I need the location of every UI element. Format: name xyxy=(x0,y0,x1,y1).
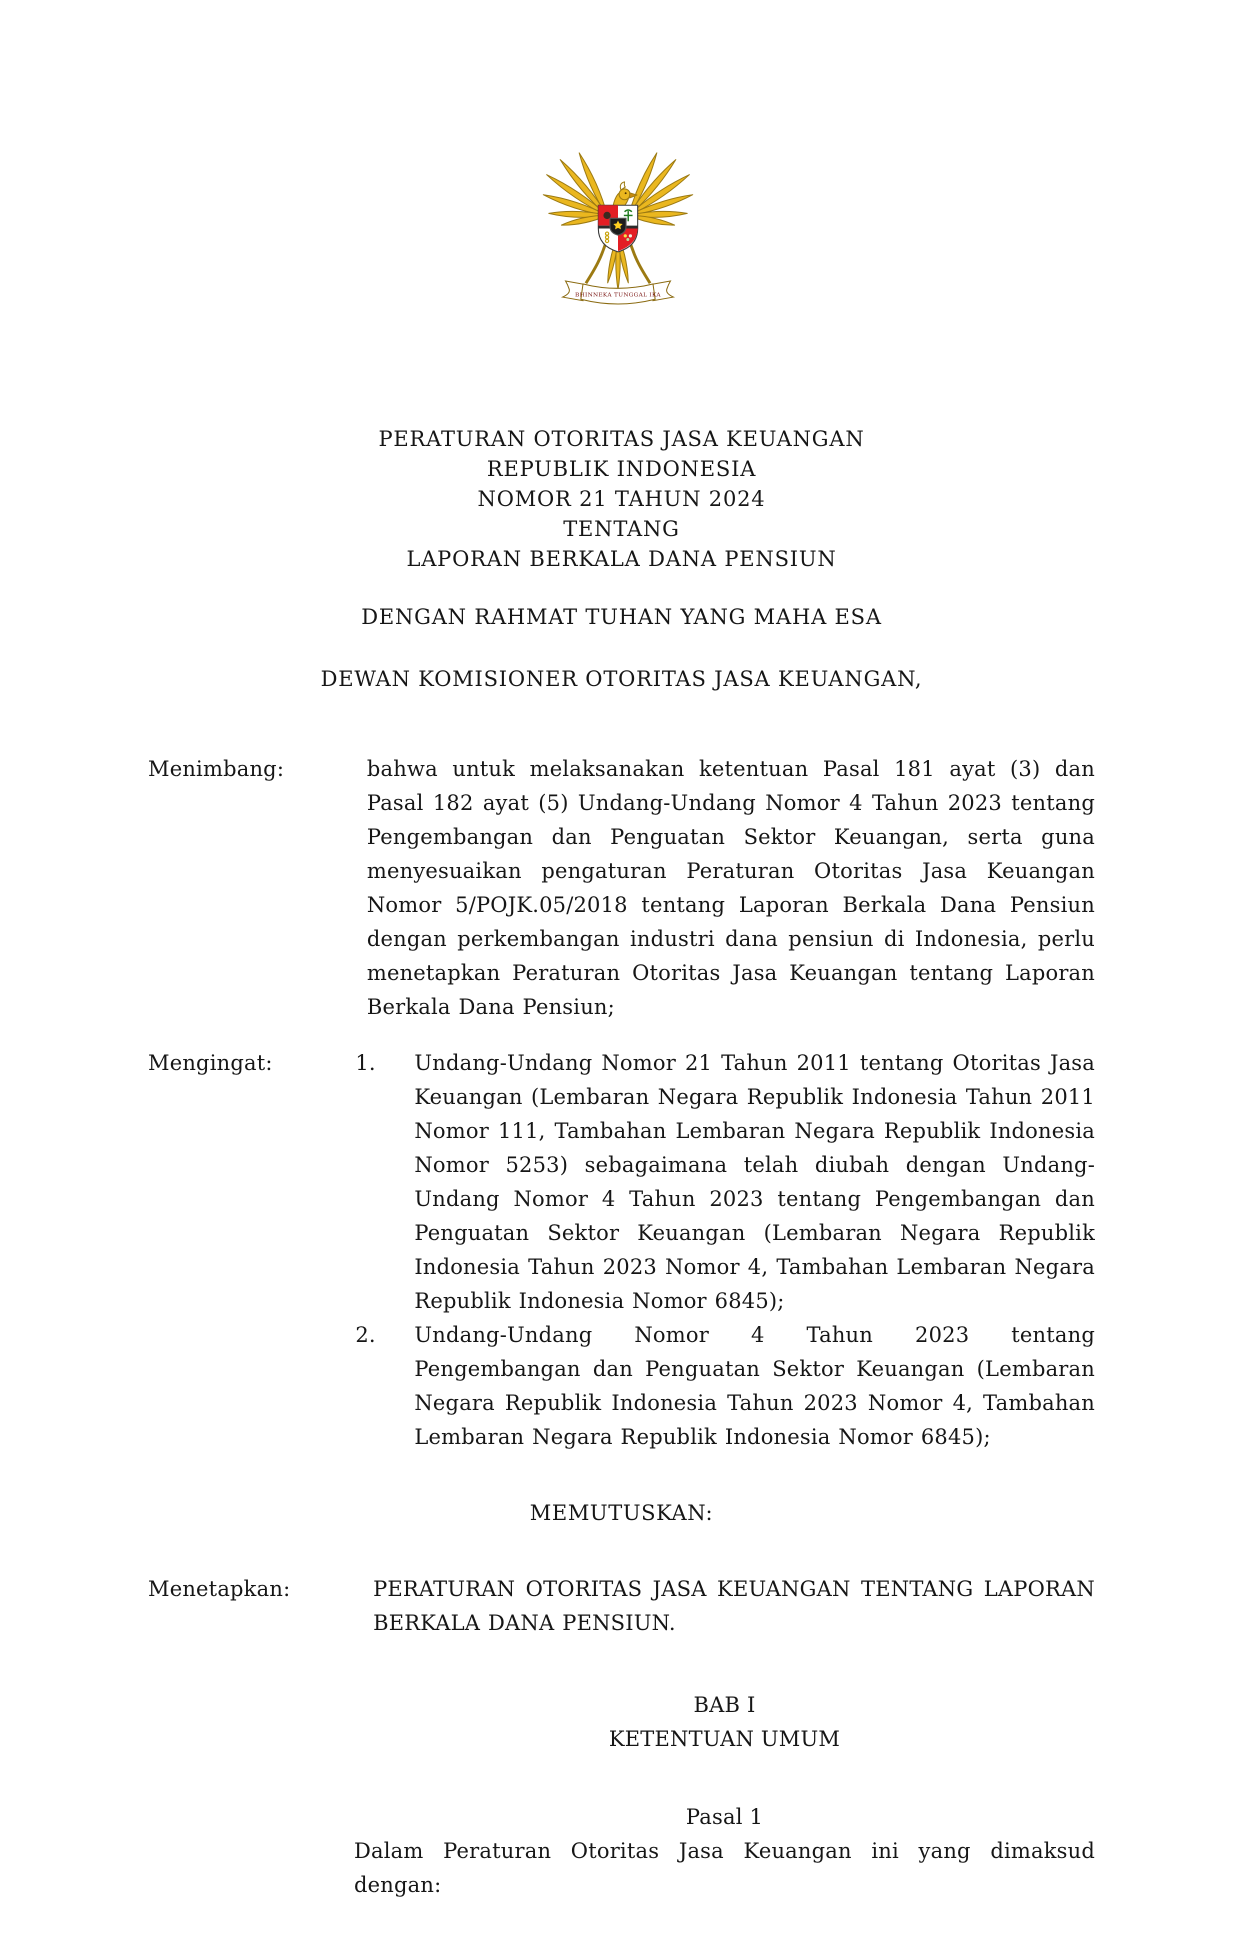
title-line-5: LAPORAN BERKALA DANA PENSIUN xyxy=(406,547,837,571)
menetapkan-colon: : xyxy=(283,1577,291,1601)
eye xyxy=(625,192,627,194)
mengingat-item-2 xyxy=(355,1318,1095,1454)
item-number: 1. xyxy=(355,1051,376,1075)
menimbang-section xyxy=(148,752,1095,1024)
invocation-line: DENGAN RAHMAT TUHAN YANG MAHA ESA xyxy=(361,605,882,629)
bab-number: BAB I xyxy=(693,1693,756,1717)
document-body xyxy=(148,424,1095,1902)
mengingat-item-1 xyxy=(355,1046,1095,1318)
bab-title: KETENTUAN UMUM xyxy=(608,1727,841,1751)
memutuskan-heading: MEMUTUSKAN: xyxy=(529,1501,714,1525)
item-number: 2. xyxy=(355,1323,376,1347)
pasal-number: Pasal 1 xyxy=(685,1805,764,1829)
mengingat-colon: : xyxy=(265,1051,273,1075)
mengingat-list xyxy=(355,1046,1095,1454)
title-line-2: REPUBLIK INDONESIA xyxy=(486,457,757,481)
motto-text: BHINNEKA TUNGGAL IKA xyxy=(575,292,661,299)
mengingat-label: Mengingat xyxy=(148,1051,266,1075)
head xyxy=(619,189,630,200)
menimbang-text: bahwa untuk melaksanakan ketentuan Pasal 181 ayat (3) dan Pasal 182 ayat (5) Undang-Undang Nomor 4 Tahun 2023 tentang Pengembangan dan Penguatan Sektor Keuangan, serta guna menyesuaikan pengaturan Peraturan Otoritas Jasa Keuangan Nomor 5/POJK.05/2018 tentang Laporan Berkala Dana Pensiun dengan perkembangan industri dana pensiun di Indonesia, perlu menetapkan Peraturan Otoritas Jasa Keuangan tentang Laporan Berkala Dana Pensiun; xyxy=(366,757,1095,1019)
menimbang-colon: : xyxy=(276,757,285,781)
chapter-block xyxy=(354,1688,1095,1902)
document-title xyxy=(148,424,1095,574)
item-text: Undang-Undang Nomor 4 Tahun 2023 tentang Pengembangan dan Penguatan Sektor Keuangan (Lembaran Negara Republik Indonesia Tahun 2023 Nomor 4, Tambahan Lembaran Negara Republik Indonesia Nomor 6845); xyxy=(414,1323,1095,1449)
menetapkan-section xyxy=(148,1572,1095,1640)
item-text: Undang-Undang Nomor 21 Tahun 2011 tentang Otoritas Jasa Keuangan (Lembaran Negara Republik Indonesia Tahun 2011 Nomor 111, Tambahan Lembaran Negara Republik Indonesia Nomor 5253) sebagaimana telah diubah dengan Undang-Undang Nomor 4 Tahun 2023 tentang Pengembangan dan Penguatan Sektor Keuangan (Lembaran Negara Republik Indonesia Tahun 2023 Nomor 4, Tambahan Lembaran Negara Republik Indonesia Nomor 6845); xyxy=(414,1051,1095,1313)
issuing-authority-line: DEWAN KOMISIONER OTORITAS JASA KEUANGAN, xyxy=(320,667,923,691)
pasal-intro: Dalam Peraturan Otoritas Jasa Keuangan ini yang dimaksud dengan: xyxy=(354,1839,1095,1897)
title-line-4: TENTANG xyxy=(563,517,680,541)
menetapkan-label: Menetapkan xyxy=(148,1577,284,1601)
mengingat-section xyxy=(148,1046,1095,1454)
menetapkan-text: PERATURAN OTORITAS JASA KEUANGAN TENTANG LAPORAN BERKALA DANA PENSIUN. xyxy=(373,1577,1095,1635)
garuda-pancasila-emblem xyxy=(532,118,704,326)
menimbang-label: Menimbang xyxy=(148,757,277,781)
title-line-1: PERATURAN OTORITAS JASA KEUANGAN xyxy=(378,427,865,451)
pancasila-shield xyxy=(598,205,637,252)
title-line-3: NOMOR 21 TAHUN 2024 xyxy=(477,487,766,511)
